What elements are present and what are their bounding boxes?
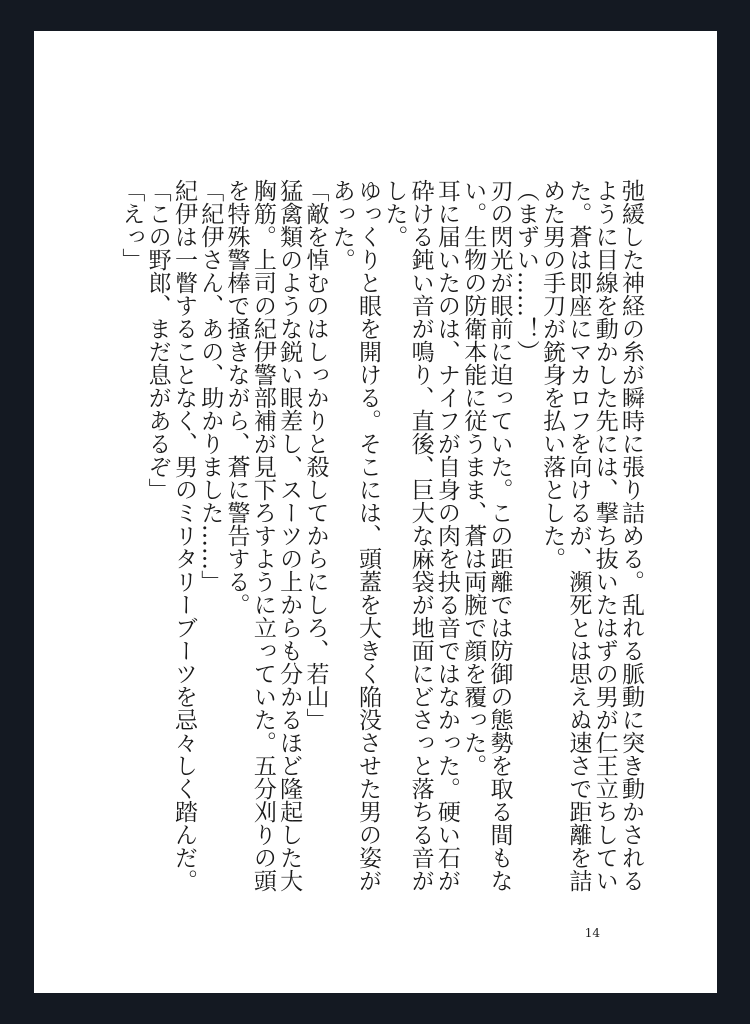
paragraph: 紀伊は一瞥することなく、男のミリタリーブーツを忌々しく踏んだ。	[170, 179, 197, 892]
paragraph: 「えっ」	[118, 179, 145, 271]
paragraph: （まずい……！）	[512, 179, 539, 363]
paragraph: 「敵を悼むのはしっかりと殺してからにしろ、若山」	[302, 179, 329, 731]
paragraph: 「紀伊さん、あの、助かりました……」	[197, 179, 224, 593]
paragraph: 耳に届いたのは、ナイフが自身の肉を抉る音ではなかった。硬い石が砕ける鈍い音が鳴り、直後、巨大な麻袋が地面にどさっと落ちる音がした。	[381, 179, 460, 892]
paragraph: ゆっくりと眼を開ける。そこには、頭蓋を大きく陥没させた男の姿があった。	[328, 179, 382, 892]
book-page	[34, 31, 717, 993]
paragraph: 「この野郎、まだ息があるぞ」	[144, 179, 171, 501]
paragraph: 猛禽類のような鋭い眼差し、スーツの上からも分かるほど隆起した大胸筋。上司の紀伊警部補が見下ろすように立っていた。五分刈りの頭を特殊警棒で掻きながら、蒼に警告する。	[223, 179, 303, 892]
page-number: 14	[584, 926, 600, 940]
paragraph: 弛緩した神経の糸が瞬時に張り詰める。乱れる脈動に突き動かされるように目線を動かした先には、撃ち抜いたはずの男が仁王立ちしていた。蒼は即座にマカロフを向けるが、瀕死とは思えぬ速さで距離を詰めた男の手刀が銃身を払い落とした。	[539, 179, 644, 892]
paragraph: 刃の閃光が眼前に迫っていた。この距離では防御の態勢を取る間もない。生物の防衛本能に従うまま、蒼は両腕で顔を覆った。	[460, 179, 513, 892]
vertical-text-body	[118, 179, 644, 899]
